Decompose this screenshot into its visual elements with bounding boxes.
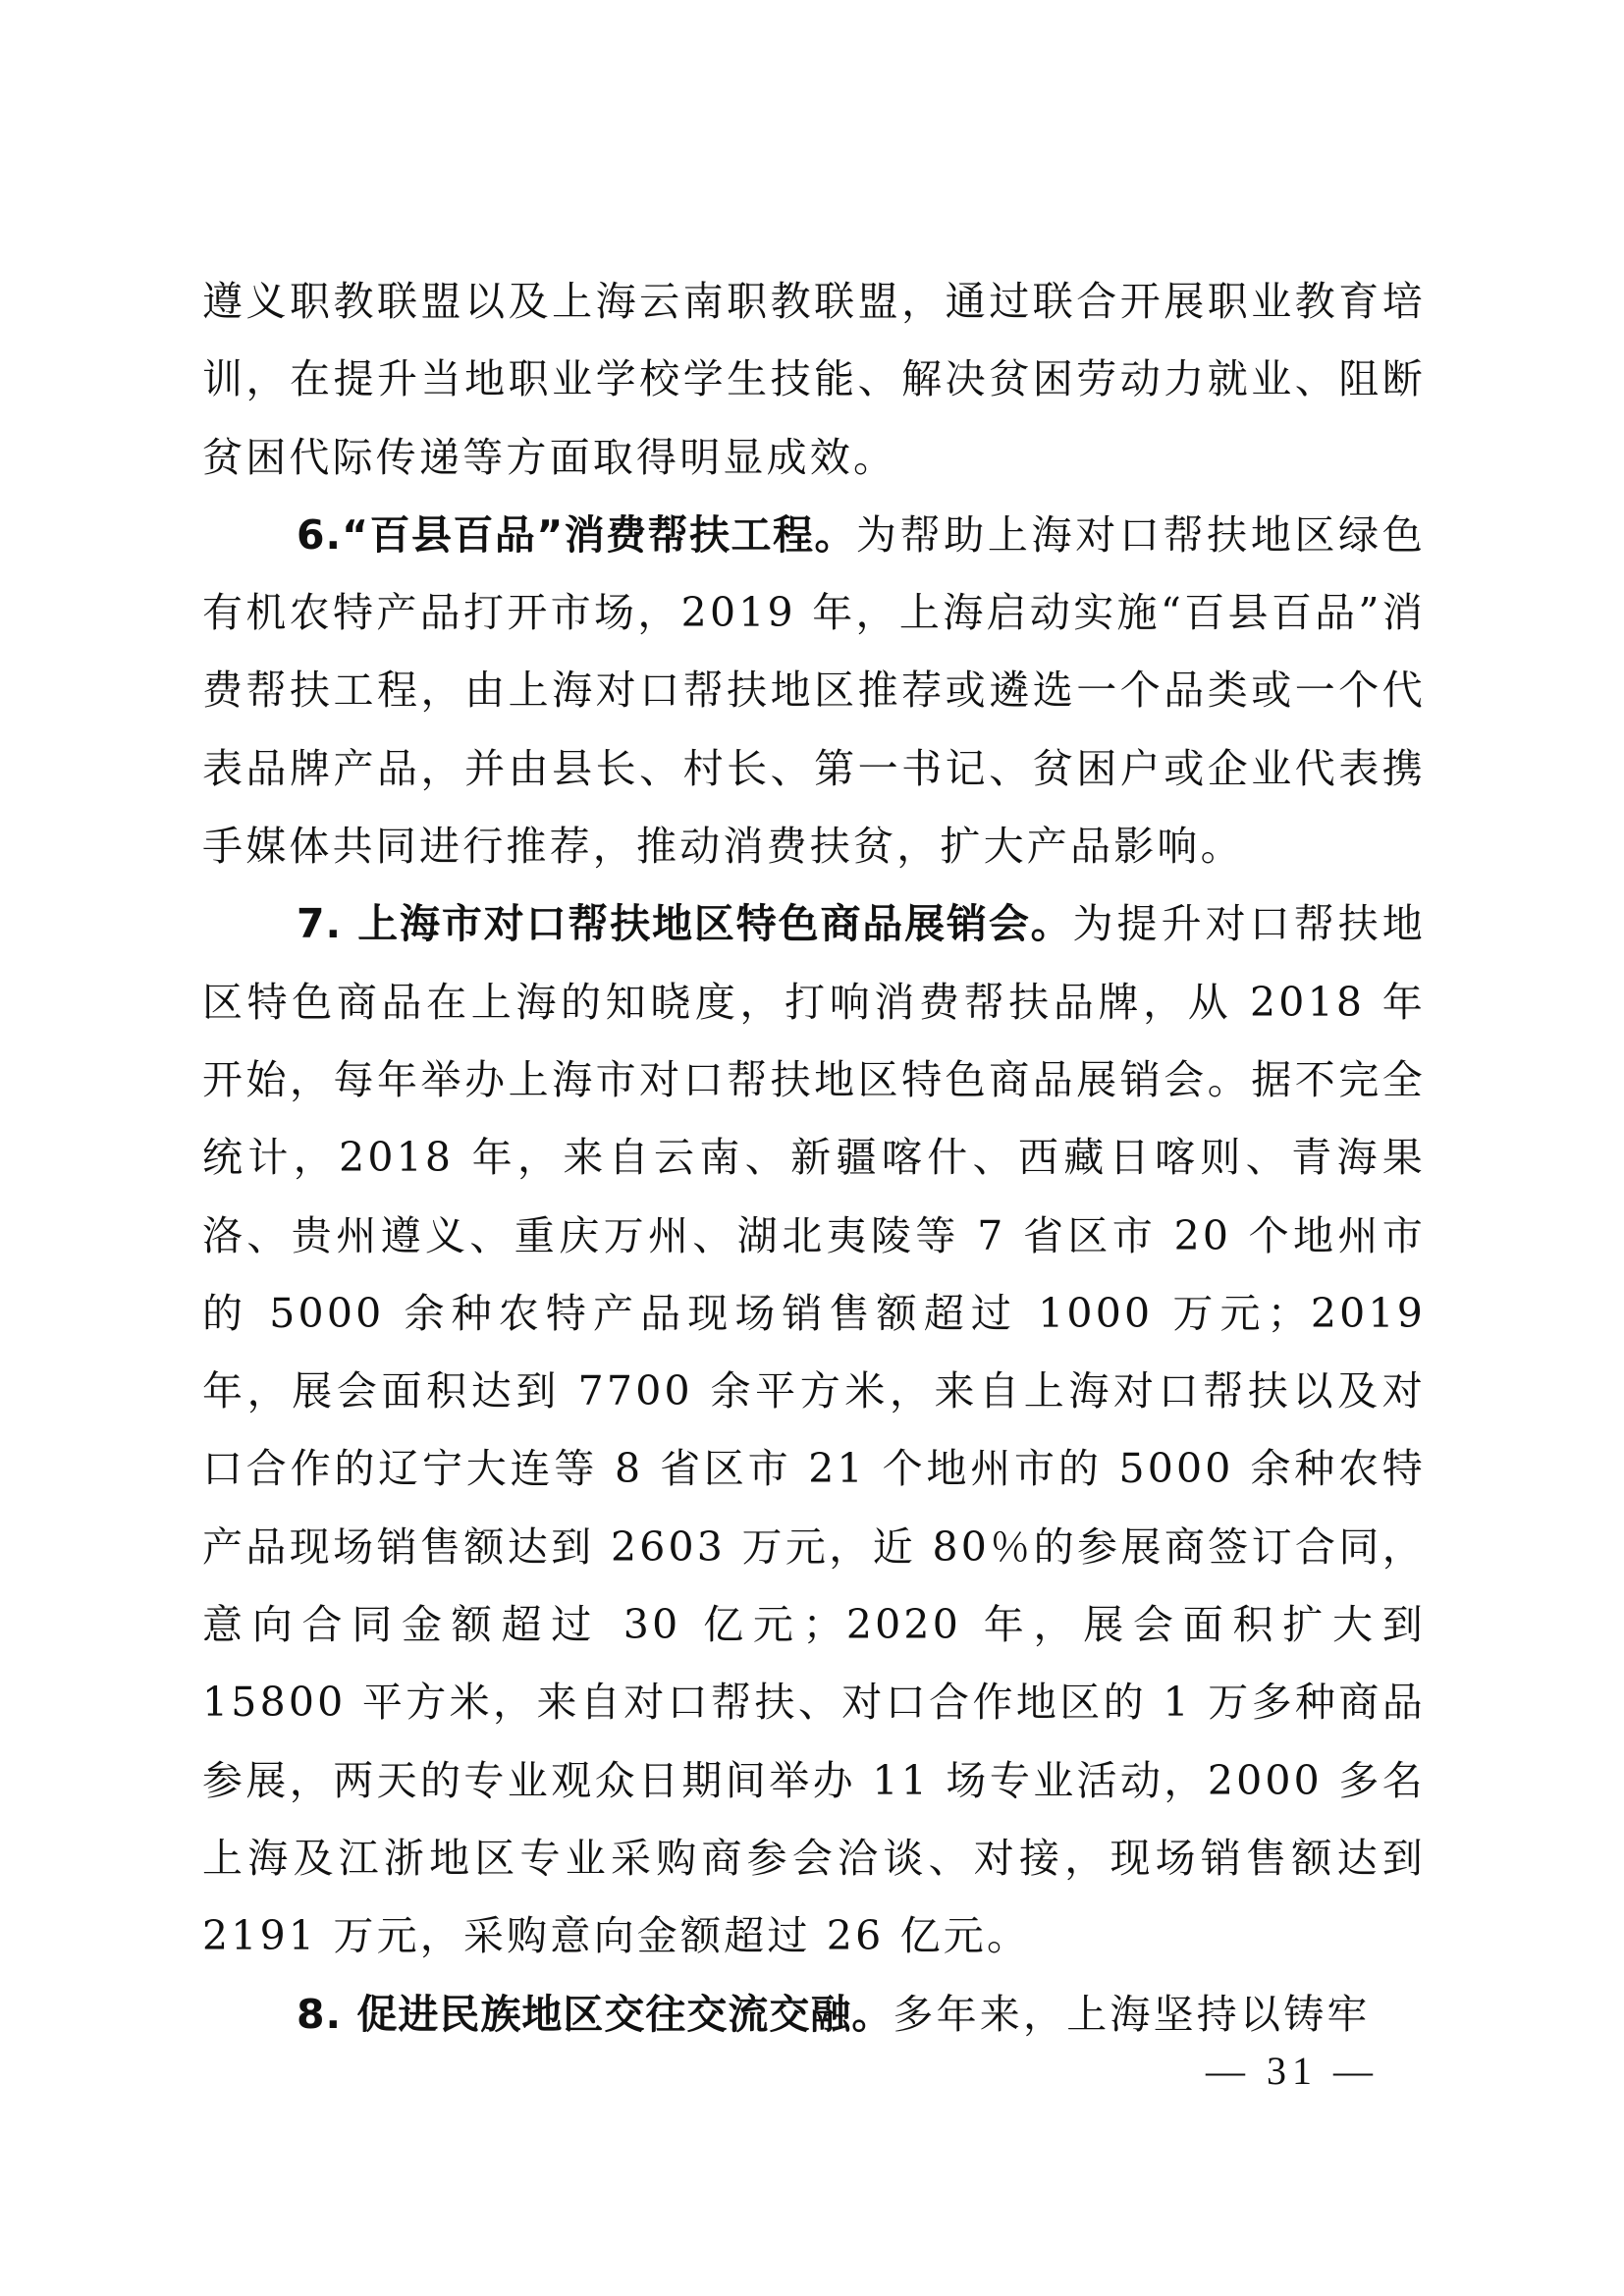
paragraph-continuation	[202, 263, 1426, 497]
section-heading-8: 8. 促进民族地区交往交流交融。	[297, 1990, 893, 2038]
section-heading-7: 7. 上海市对口帮扶地区特色商品展销会。	[297, 900, 1073, 948]
paragraph-text: 为帮助上海对口帮扶地区绿色有机农特产品打开市场，2019 年，上海启动实施“百县百品”消费帮扶工程，由上海对口帮扶地区推荐或遴选一个品类或一个代表品牌产品，并由县长、村长、第一书记、贫困户或企业代表携手媒体共同进行推荐，推动消费扶贫，扩大产品影响。	[202, 510, 1426, 871]
paragraph-text: 为提升对口帮扶地区特色商品在上海的知晓度，打响消费帮扶品牌，从 2018 年开始，每年举办上海市对口帮扶地区特色商品展销会。据不完全统计，2018 年，来自云南、新疆喀什、西藏日喀则、青海果洛、贵州遵义、重庆万州、湖北夷陵等 7 省区市 20 个地州市的 5000 余种农特产品现场销售额超过 1000 万元；2019 年，展会面积达到 7700 余平方米，来自上海对口帮扶以及对口合作的辽宁大连等 8 省区市 21 个地州市的 5000 余种农特产品现场销售额达到 2603 万元，近 80％的参展商签订合同，意向合同金额超过 30 亿元；2020 年，展会面积扩大到 15800 平方米，来自对口帮扶、对口合作地区的 1 万多种商品参展，两天的专业观众日期间举办 11 场专业活动，2000 多名上海及江浙地区专业采购商参会洽谈、对接，现场销售额达到 2191 万元，采购意向金额超过 26 亿元。	[202, 900, 1426, 1960]
body-text	[202, 263, 1426, 2054]
page-number: — 31 —	[1206, 2049, 1379, 2093]
paragraph-text: 多年来，上海坚持以铸牢	[893, 1990, 1371, 2038]
paragraph-item-7	[202, 885, 1426, 1975]
paragraph-item-8	[202, 1976, 1426, 2054]
paragraph-text: 遵义职教联盟以及上海云南职教联盟，通过联合开展职业教育培训，在提升当地职业学校学生技能、解决贫困劳动力就业、阻断贫困代际传递等方面取得明显成效。	[202, 278, 1426, 481]
paragraph-item-6	[202, 497, 1426, 885]
section-heading-6: 6.“百县百品”消费帮扶工程。	[297, 510, 856, 559]
